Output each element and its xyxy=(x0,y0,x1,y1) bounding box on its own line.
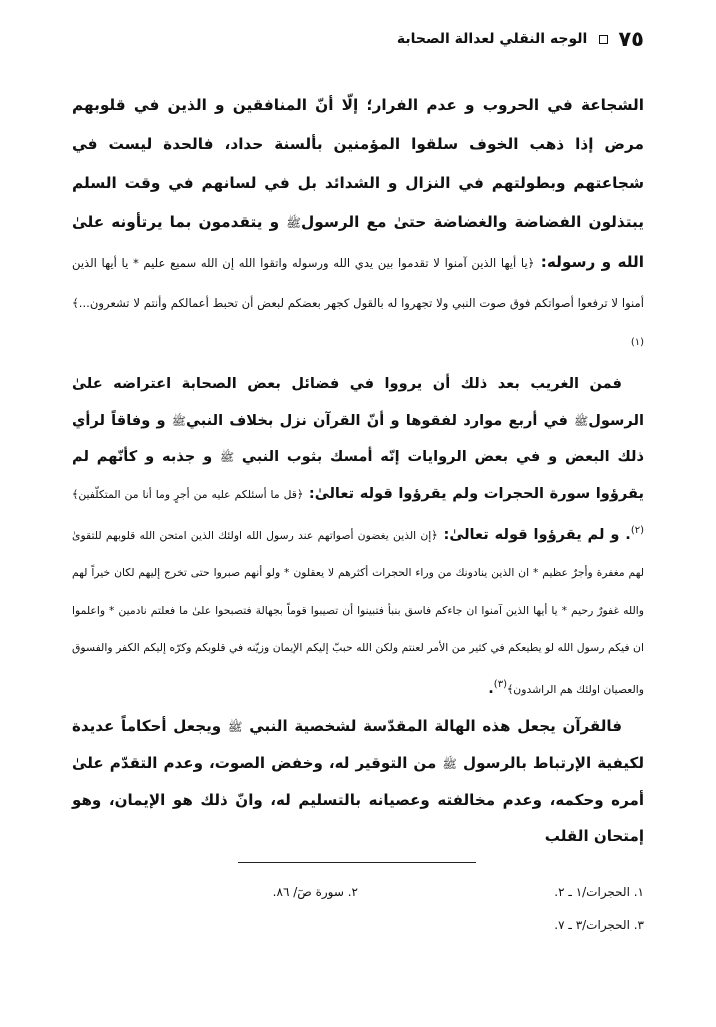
quran-quote-3: ﴿إن الذين يغضون أصواتهم عند رسول الله اولئك الذين امتحن الله قلوبهم للتقوىٰ لهم مغفرة وأجرٌ عظيم * ان الذين ينادونك من وراء الحجرات أكثرهم لا يعقلون * ولو أنهم صبروا حتى تخرج إليهم لكان خيراً لهم والله غفورٌ رحيم * يا أيها الذين آمنوا ان جاءكم فاسق بنبأ فتبينوا أن تصيبوا قوماً بجهالة فتصبحوا علىٰ ما فعلتم نادمين * واعلموا ان فيكم رسول الله لو يطيعكم في كثير من الأمر لعنتم ولكن الله حببّ إليكم الإيمان وزيّنه في قلوبكم وكرّه إليكم الكفر والفسوق والعصيان اولئك هم الراشدون﴾ xyxy=(72,528,644,696)
footnote-3: ٣. الحجرات/٣ ـ ٧. xyxy=(554,918,644,932)
paragraph-1-text: الشجاعة في الحروب و عدم الفرار؛ إلّا أنّ المنافقين و الذين في قلوبهم مرض إذا ذهب الخوف سلقوا المؤمنين بألسنة حداد، فالحدة ليست في شجاعتهم وبطولتهم في النزال و الشدائد بل في لسانهم في وقت السلم يبتذلون الفضاضة والغضاضة حتىٰ مع الرسول xyxy=(72,96,644,231)
quran-quote-2: ﴿قل ما أسئلكم عليه من أجرٍ وما أنا من المتكلّفين﴾ xyxy=(72,487,304,501)
footnote-ref-3: (٣) xyxy=(493,678,507,690)
paragraph-3-text-a: فالقرآن يجعل هذه الهالة المقدّسة لشخصية النبي xyxy=(242,717,622,736)
salutation-mark: ﷺ xyxy=(574,413,589,428)
footnote-row xyxy=(72,909,644,942)
footnote-2: ٢. سورة صٓ/ ٨٦. xyxy=(272,885,358,899)
salutation-mark: ﷺ xyxy=(442,757,458,772)
square-separator-icon xyxy=(599,35,608,44)
footnote-row xyxy=(72,876,644,909)
page-number: ٧٥ xyxy=(618,27,644,51)
salutation-mark: ﷺ xyxy=(171,413,186,428)
footnote-ref-1: (١) xyxy=(630,337,644,348)
paragraph-3 xyxy=(72,708,644,854)
paragraph-3-text-b: ويجعل أحكاماً عديدة لكيفية الإرتباط بالرسول xyxy=(72,717,645,773)
quran-quote-1: ﴿يا أيها الذين آمنوا لا تقدموا بين يدي الله ورسوله واتقوا الله إن الله سميع عليم * يا أيها الذين أمنوا لا ترفعوا أصواتكم فوق صوت النبي ولا تجهروا له بالقول كجهر بعضكم لبعض أن تحبط أعمالكم وأنتم لا تشعرون...﴾ xyxy=(72,256,644,310)
salutation-mark: ﷺ xyxy=(286,216,302,230)
running-header xyxy=(72,26,644,52)
footnote-ref-2: (٢) xyxy=(630,525,644,537)
paragraph-2-text-d: و جذبه و كأنّهم لم يقرؤوا سورة الحجرات ولم يقرؤوا قوله تعالىٰ: xyxy=(72,448,644,502)
running-title: الوجه النقلي لعدالة الصحابة xyxy=(396,31,588,47)
paragraph-2-text-b: في أربع موارد لفقوها و أنّ القرآن نزل بخلاف النبي xyxy=(185,411,575,429)
paragraph-2-text-a: فمن الغريب بعد ذلك أن يرووا في فضائل بعض الصحابة اعتراضه علىٰ الرسول xyxy=(72,375,644,429)
salutation-mark: ﷺ xyxy=(220,450,235,465)
footnote-divider xyxy=(238,862,476,863)
paragraph-2-text-c: و وفاقاً لرأي ذلك البعض و في بعض الروايات إنّه أمسك بثوب النبي xyxy=(72,411,644,466)
paragraph-2-text-e: . و لم يقرؤوا قوله تعالىٰ: xyxy=(437,525,631,543)
paragraph-3-text-c: من التوقير له، وخفض الصوت، وعدم التقدّم علىٰ أمره وحكمه، وعدم مخالفته وعصيانه بالتسليم له، وانّ ذلك هو الإيمان، وهو إمتحان القلب xyxy=(72,754,644,846)
footnotes xyxy=(72,876,644,942)
paragraph-2: فمن الغريب بعد ذلك أن يرووا في فضائل بعض الصحابة اعتراضه علىٰ الرسولﷺ في أربع موارد لفقوها و أنّ القرآن نزل بخلاف النبيﷺ و وفاقاً لرأي ذلك البعض و في بعض الروايات إنّه أمسك بثوب النبي ﷺ و جذبه و كأنّهم لم يقرؤوا سورة الحجرات ولم يقرؤوا قوله تعالىٰ: ﴿قل ما أسئلكم عليه من أجرٍ وما أنا من المتكلّفين﴾$^{(٢)}$. و لم يقرؤوا قوله تعالىٰ: ﴿إن الذين يغضون أصواتهم عند رسول الله اولئك الذين امتحن الله قلوبهم للتقوىٰ لهم مغفرة وأجرٌ عظيم * ان الذين ينادونك من وراء الحجرات أكثرهم لا يعقلون * ولو أنهم صبروا حتى تخرج إليهم لكان خيراً لهم والله غفورٌ رحيم * يا أيها الذين آمنوا ان جاءكم فاسق بنبأ فتبينوا أن تصيبوا قوماً بجهالة فتصبحوا علىٰ ما فعلتم نادمين * واعلموا ان فيكم رسول الله لو يطيعكم في كثير من الأمر لعنتم ولكن الله حببّ إليكم الإيمان وزيّنه في قلوبكم وكرّه إليكم الكفر والفسوق والعصيان اولئك هم الراشدون﴾$^{(٣)}$. xyxy=(72,375,644,697)
salutation-mark: ﷺ xyxy=(227,720,243,735)
paragraph-1-text-after: و يتقدمون بما يرتأونه علىٰ الله و رسوله: xyxy=(72,213,644,271)
main-text xyxy=(72,86,644,854)
paragraph-1 xyxy=(72,86,644,366)
footnote-1: ١. الحجرات/١ ـ ٢. xyxy=(554,885,644,899)
